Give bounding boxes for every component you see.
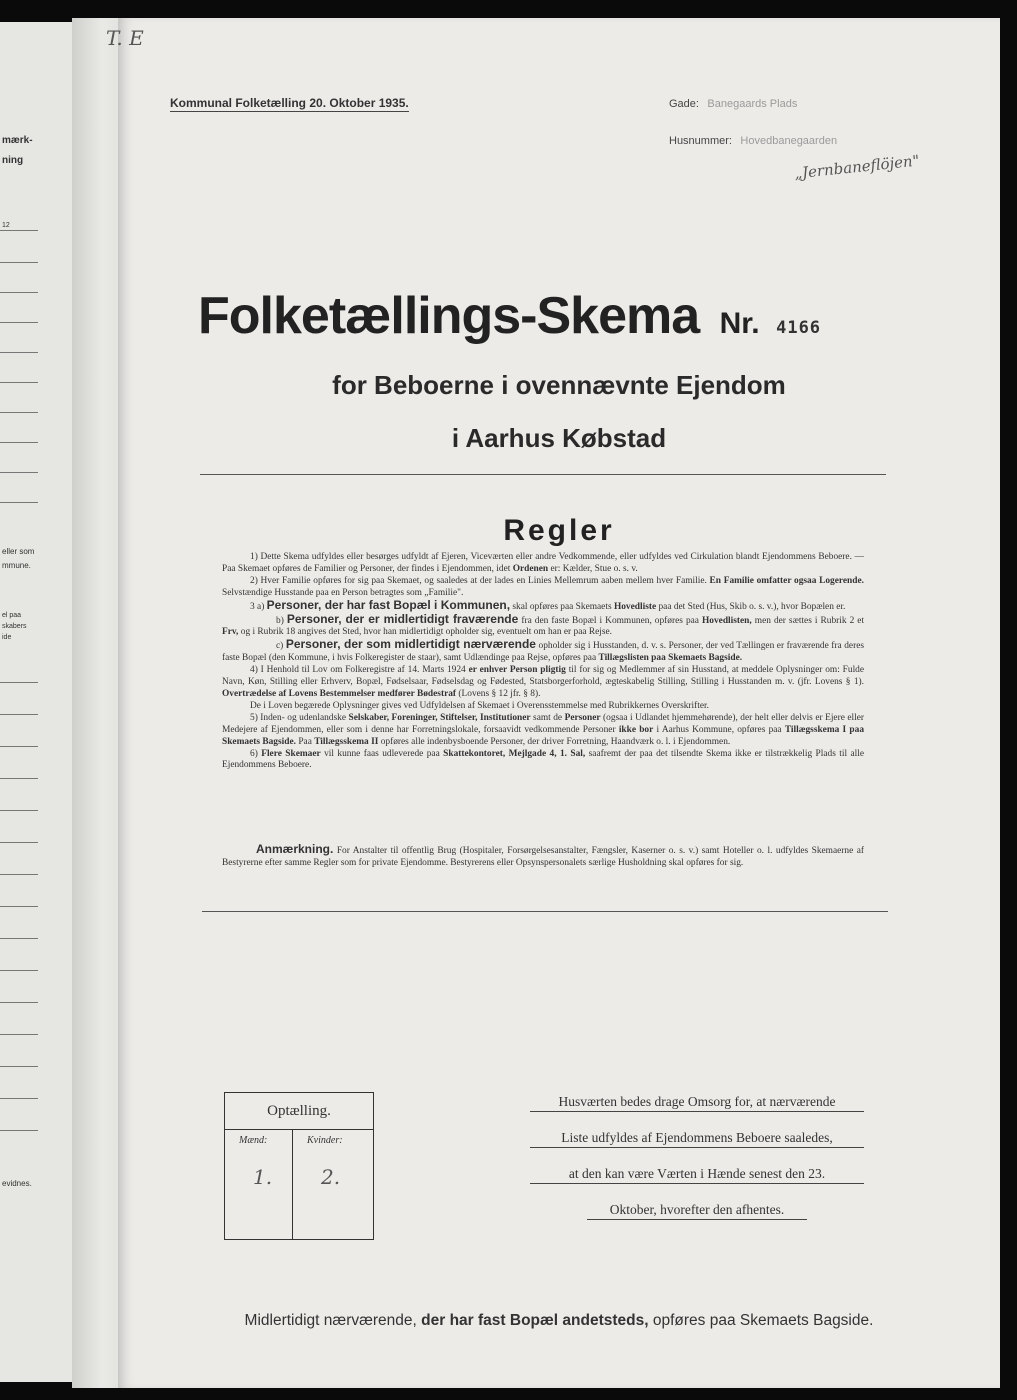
left-page-text: ide bbox=[2, 634, 12, 641]
census-title: Kommunal Folketælling 20. Oktober 1935. bbox=[170, 96, 409, 110]
annotation-note bbox=[222, 844, 864, 870]
left-page-rule bbox=[0, 810, 38, 811]
rule-5: 5) Inden- og udenlandske Selskaber, Foreninger, Stiftelser, Institutioner samt de Personer (ogsaa i Udlandet hjemmehørende), der helt eller delvis er Ejere eller Medejere af Ejendommen, eller som i denne har Forretningslokale, forsaavidt vedkommende Personer ikke bor i Aarhus Kommune, opføres paa Tillægsskema I paa Skemaets Bagside. Paa Tillægsskema II opføres alle indenbysboende Personer, der driver Forretning, Haandværk o. l. i Ejendommen. bbox=[222, 712, 865, 747]
left-page-rule bbox=[0, 842, 38, 843]
rule-1: 1) Dette Skema udfyldes eller besørges udfyldt af Ejeren, Viceværten eller andre Vedkommende, eller udfyldes ved Cirkulation blandt Ejendommens Beboere. — Paa Skemaet opføres de Familier og Personer, der findes i Ejendommen, idet Ordenen er: Kælder, Stue o. s. v. bbox=[222, 552, 864, 574]
count-box bbox=[224, 1092, 374, 1240]
footer-text: opføres paa Skemaets Bagside. bbox=[652, 1312, 874, 1329]
count-box-divider bbox=[292, 1129, 293, 1239]
men-column-header: Mænd: bbox=[239, 1135, 268, 1146]
left-page-rule bbox=[0, 322, 38, 323]
left-page-rule bbox=[0, 352, 38, 353]
rule-2: 2) Hver Familie opføres for sig paa Skemaet, og saaledes at der lades en Linies Mellemrum aaben mellem hver Familie. En Familie omfatter ogsaa Logerende. Selvstændige Husstande paa en Person betragtes som „Familie". bbox=[222, 575, 864, 598]
house-number-field bbox=[669, 131, 837, 149]
street-field bbox=[669, 94, 797, 112]
women-column-header: Kvinder: bbox=[307, 1135, 343, 1146]
footer-text-bold: der har fast Bopæl andetsteds, bbox=[421, 1312, 649, 1329]
left-page-rule bbox=[0, 874, 38, 875]
left-page-number: 12 bbox=[2, 222, 10, 229]
landlord-notice bbox=[530, 1094, 864, 1238]
left-page-heading: mærk- bbox=[2, 135, 33, 146]
annotation-text: For Anstalter til offentlig Brug (Hospitaler, Forsørgelsesanstalter, Fængsler, Kaserner o. s. v.) samt Hoteller o. l. udfyldes Skemaerne af Bestyrerne efter samme Regler som for private Ejendomme. Bestyrerens eller Opsynspersonalets særlige Husholdning skal opføres for sig. bbox=[222, 846, 865, 868]
left-page-rule bbox=[0, 262, 38, 263]
left-page-rule bbox=[0, 230, 38, 231]
left-page-rule bbox=[0, 906, 38, 907]
footer-instruction bbox=[118, 1312, 1000, 1330]
notice-line: Liste udfyldes af Ejendommens Beboere saaledes, bbox=[530, 1130, 864, 1148]
left-page-text: skabers bbox=[2, 623, 27, 630]
left-page-rule bbox=[0, 682, 38, 683]
left-page-rule bbox=[0, 1098, 38, 1099]
left-page-rule bbox=[0, 502, 38, 503]
rule-3c: c) Personer, der som midlertidigt nærværende opholder sig i Husstanden, d. v. s. Personer, der ved Tællingen er fraværende fra deres faste Bopæl (den Kommune, i hvis Folkeregister de staar), samt Udlændinge paa Rejse, opføres paa Tillægslisten paa Skemaets Bagside. bbox=[222, 637, 865, 664]
house-number-label: Husnummer: bbox=[669, 135, 732, 147]
left-page-rule bbox=[0, 1130, 38, 1131]
notice-line: Oktober, hvorefter den afhentes. bbox=[587, 1202, 807, 1220]
left-page-rule bbox=[0, 778, 38, 779]
census-form-page bbox=[106, 18, 1000, 1388]
left-facing-page bbox=[0, 22, 73, 1382]
count-box-title: Optælling. bbox=[267, 1103, 331, 1119]
left-page-rule bbox=[0, 1034, 38, 1035]
left-page-rule bbox=[0, 382, 38, 383]
left-page-rule bbox=[0, 1066, 38, 1067]
rules-text bbox=[222, 552, 864, 772]
divider-rule bbox=[202, 911, 888, 912]
notice-line: Husværten bedes drage Omsorg for, at nærværende bbox=[530, 1094, 864, 1112]
left-page-rule bbox=[0, 1002, 38, 1003]
women-count: 2. bbox=[321, 1165, 341, 1189]
left-page-rule bbox=[0, 746, 38, 747]
left-page-text: eller som bbox=[2, 547, 35, 556]
left-page-rule bbox=[0, 292, 38, 293]
left-page-rule bbox=[0, 472, 38, 473]
men-count: 1. bbox=[253, 1165, 273, 1189]
book-spine bbox=[72, 18, 122, 1388]
form-title-row bbox=[198, 286, 821, 346]
rule-4: 4) I Henhold til Lov om Folkeregistre af 14. Marts 1924 er enhver Person pligtig til for sig og Medlemmer af sin Husstand, at meddele Oplysninger om: Fulde Navn, Køn, Stilling eller Erhverv, Bopæl, Fødselsaar, Fødselsdag og Fødested, Statsborgerforhold, ægteskabelig Stilling, Stilling i Husstanden m. v. (jfr. Lovens § 1). Overtrædelse af Lovens Bestemmelser medfører Bødestraf (Lovens § 12 jfr. § 8). bbox=[222, 665, 865, 699]
notice-line: at den kan være Værten i Hænde senest den 23. bbox=[530, 1166, 864, 1184]
count-box-divider bbox=[225, 1129, 373, 1130]
left-page-rule bbox=[0, 442, 38, 443]
form-number-value: 4166 bbox=[776, 318, 822, 338]
form-subtitle-city: i Aarhus Købstad bbox=[451, 423, 667, 453]
left-page-text: mmune. bbox=[2, 561, 31, 570]
left-page-rule bbox=[0, 938, 38, 939]
left-page-rule bbox=[0, 970, 38, 971]
form-title: Folketællings-Skema bbox=[198, 287, 700, 345]
street-label: Gade: bbox=[669, 98, 699, 110]
rule-3b: b) Personer, der er midlertidigt fraværende fra den faste Bopæl i Kommunen, opføres paa Hovedlisten, men der sættes i Rubrik 2 et Frv, og i Rubrik 18 angives det Sted, hvor han midlertidigt opholder sig, eventuelt om han er paa Rejse. bbox=[222, 611, 865, 638]
left-page-heading: ning bbox=[2, 155, 24, 166]
handwritten-building-note: „Jernbaneflöjen" bbox=[793, 151, 921, 183]
street-value: Banegaards Plads bbox=[707, 98, 798, 110]
divider-rule bbox=[200, 474, 886, 475]
annotation-label: Anmærkning. bbox=[256, 842, 334, 856]
rule-3a: 3 a) Personer, der har fast Bopæl i Kommunen, skal opføres paa Skemaets Hovedliste paa det Sted (Hus, Skib o. s. v.), hvor Bopælen er. bbox=[250, 597, 846, 612]
form-number-label: Nr. bbox=[719, 307, 760, 340]
rules-heading: Regler bbox=[503, 514, 615, 547]
house-number-value: Hovedbanegaarden bbox=[740, 135, 838, 147]
form-subtitle: for Beboerne i ovennævnte Ejendom bbox=[332, 370, 786, 400]
left-page-rule bbox=[0, 714, 38, 715]
left-page-text: el paa bbox=[2, 612, 22, 619]
rule-6: 6) Flere Skemaer vil kunne faas udleverede paa Skattekontoret, Mejlgade 4, 1. Sal, saafremt der paa det tilsendte Skema ikke er tilstrækkelig Plads til alle Ejendommens Beboere. bbox=[222, 748, 865, 771]
left-page-text: evidnes. bbox=[2, 1179, 32, 1188]
handwritten-corner-note: T. E bbox=[106, 26, 144, 50]
rule-4b: De i Loven begærede Oplysninger gives ved Udfyldelsen af Skemaet i Overensstemmelse med Rubrikkernes Overskrifter. bbox=[250, 700, 709, 711]
left-page-rule bbox=[0, 412, 38, 413]
footer-text: Midlertidigt nærværende, bbox=[244, 1312, 417, 1329]
